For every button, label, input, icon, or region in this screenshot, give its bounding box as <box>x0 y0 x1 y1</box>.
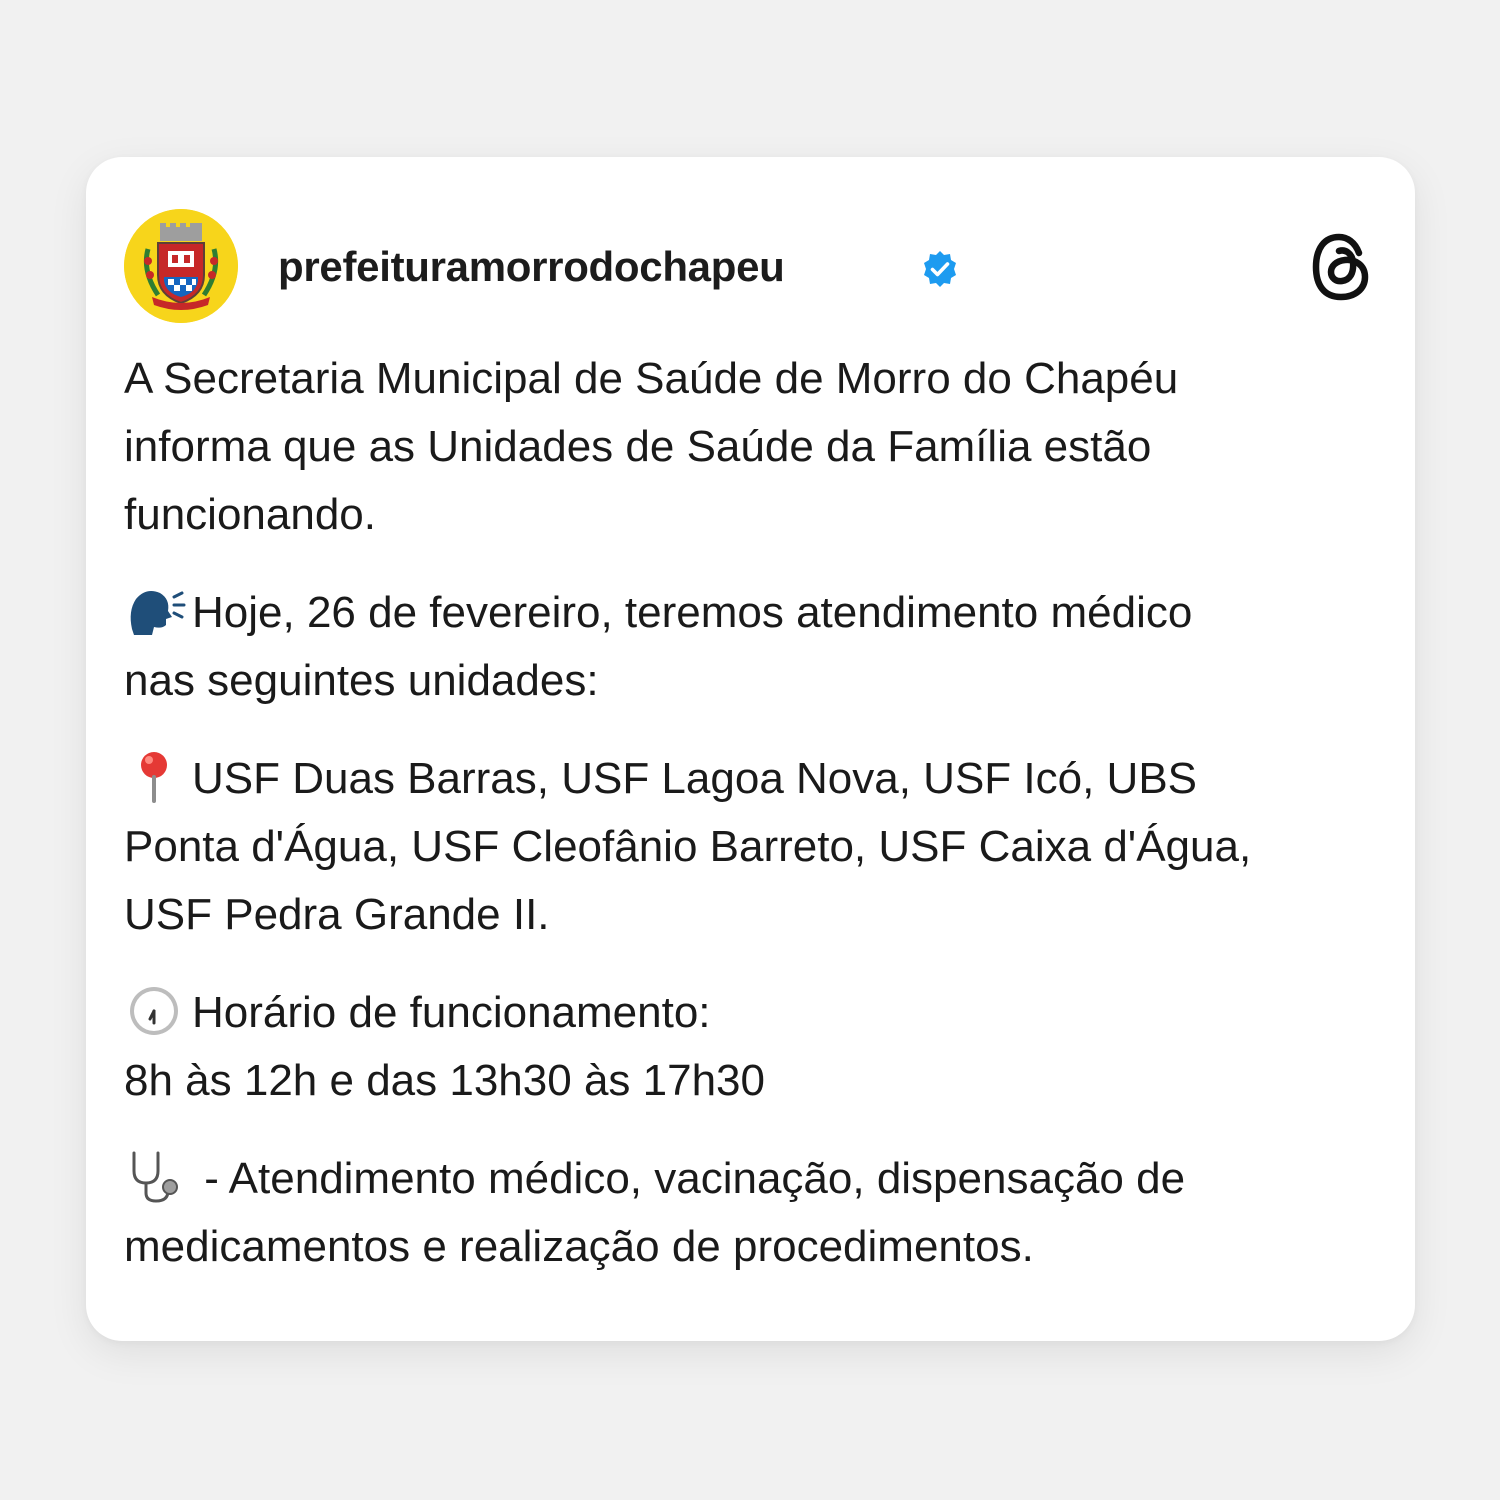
hours-label: Horário de funcionamento: <box>192 988 711 1037</box>
avatar[interactable] <box>124 209 238 323</box>
units-line-3: USF Pedra Grande II. <box>124 890 550 939</box>
units-paragraph <box>124 745 1384 949</box>
intro-line-1: A Secretaria Municipal de Saúde de Morro do Chapéu <box>124 354 1179 403</box>
services-line-2: medicamentos e realização de procedimentos. <box>124 1222 1034 1271</box>
username[interactable]: prefeituramorrodochapeu <box>278 243 785 290</box>
speaking-head-icon <box>124 583 186 637</box>
verified-badge-icon <box>920 249 960 289</box>
today-line-1: Hoje, 26 de fevereiro, teremos atendimento médico <box>192 588 1193 637</box>
round-pushpin-icon <box>124 749 186 803</box>
services-line-1: - Atendimento médico, vacinação, dispensação de <box>192 1154 1186 1203</box>
stethoscope-icon <box>124 1149 186 1203</box>
threads-logo-icon[interactable] <box>1309 231 1375 303</box>
post-header <box>124 209 1377 325</box>
hours-paragraph <box>124 979 1384 1115</box>
post-body <box>124 345 1384 1281</box>
today-paragraph <box>124 579 1384 715</box>
intro-line-2: informa que as Unidades de Saúde da Família estão <box>124 422 1152 471</box>
intro-paragraph <box>124 345 1384 549</box>
units-line-1: USF Duas Barras, USF Lagoa Nova, USF Icó, UBS <box>192 754 1198 803</box>
services-paragraph <box>124 1145 1384 1281</box>
hours-value: 8h às 12h e das 13h30 às 17h30 <box>124 1056 765 1105</box>
intro-line-3: funcionando. <box>124 490 376 539</box>
city-coat-of-arms-icon <box>124 209 238 323</box>
clock-icon <box>124 983 186 1037</box>
units-line-2: Ponta d'Água, USF Cleofânio Barreto, USF Caixa d'Água, <box>124 822 1252 871</box>
today-line-2: nas seguintes unidades: <box>124 656 599 705</box>
post-card <box>86 157 1415 1341</box>
